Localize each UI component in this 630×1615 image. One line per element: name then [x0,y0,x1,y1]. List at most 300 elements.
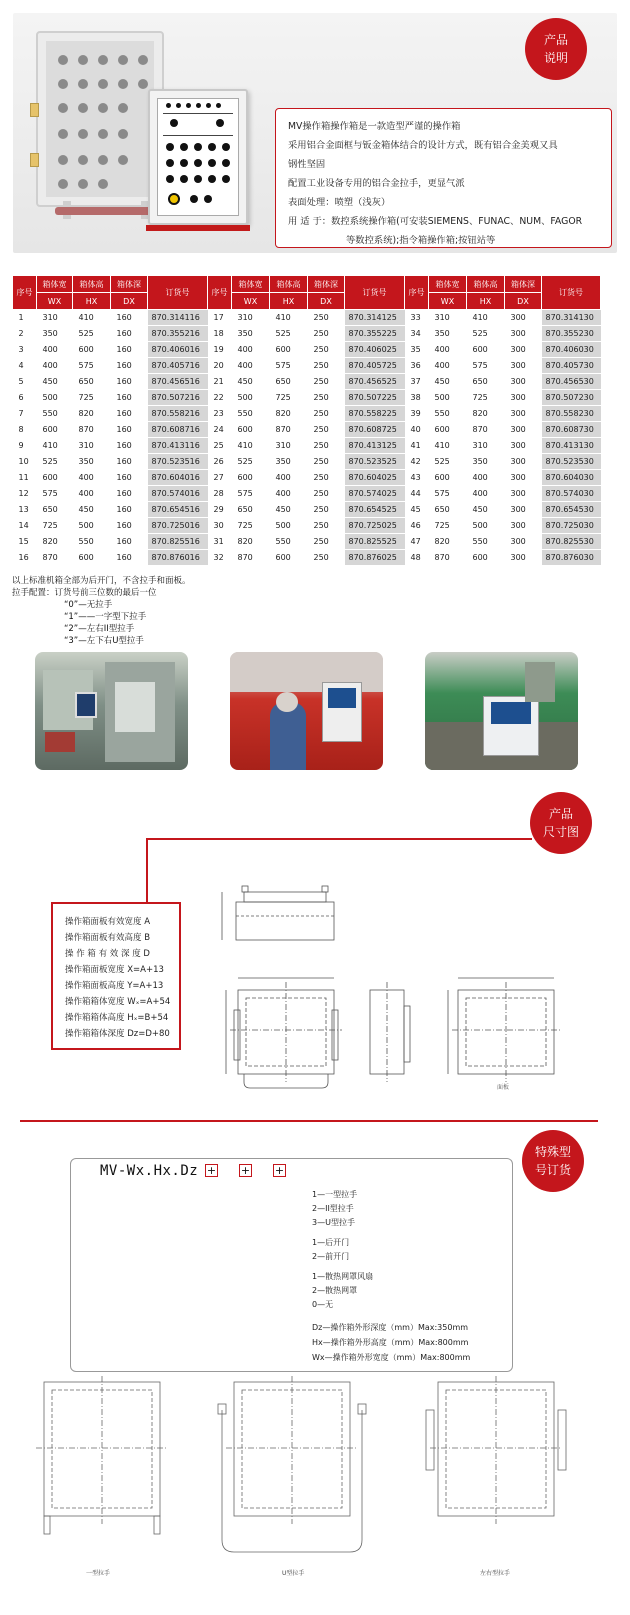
table-cell: 820 [429,534,467,550]
table-cell: 40 [405,422,429,438]
table-cell: 2 [13,326,37,342]
table-cell: 450 [270,502,308,518]
table-cell: 9 [13,438,37,454]
table-cell: 300 [505,326,542,342]
application-photo-3 [425,652,578,770]
table-subheader-row [13,293,601,310]
table-cell: 310 [270,438,308,454]
table-cell: 35 [405,342,429,358]
table-cell: 450 [73,502,111,518]
order-number-cell: 870.405716 [148,358,208,374]
table-row [13,470,601,486]
desc-line: 采用铝合金面框与钣金箱体结合的设计方式，既有铝合金美观又具 [288,140,558,151]
table-cell: 300 [505,486,542,502]
table-cell: 820 [37,534,73,550]
cabinet-handle [55,207,155,215]
table-cell: 32 [208,550,232,566]
table-cell: 575 [429,486,467,502]
table-cell: 17 [208,310,232,326]
plus-box: + [274,1164,285,1177]
table-cell: 600 [73,550,111,566]
table-cell: 450 [429,374,467,390]
dimension-legend [51,902,181,1050]
model-code: MV-Wx.Hx.Dz [100,1163,199,1179]
table-cell: 550 [467,534,505,550]
table-cell: 650 [270,374,308,390]
size-options: Dz—操作箱外形深度（mm）Max:350mm Hx—操作箱外形高度（mm）Max:800mm Wx—操作箱外形宽度（mm）Max:800mm [312,1323,471,1362]
table-subheader-cell: WX [37,293,73,310]
table-cell: 34 [405,326,429,342]
table-cell: 160 [111,374,148,390]
application-photo-2 [230,652,383,770]
table-cell: 650 [73,374,111,390]
handle-option: “0”—无拉手 [64,600,113,610]
door-options: 1—后开门 2—前开门 [312,1238,350,1261]
table-cell: 41 [405,438,429,454]
desc-line: 表面处理：喷塑（浅灰） [288,197,391,208]
table-cell: 525 [270,326,308,342]
note-line: 拉手配置：订货号前三位数的最后一位 [12,588,157,598]
plus-box: + [206,1164,217,1177]
desc-line: 等数控系统);指令箱操作箱;按钮站等 [346,235,496,246]
table-cell: 500 [37,390,73,406]
table-cell: 29 [208,502,232,518]
table-header-cell: 序号 [208,276,232,310]
order-number-cell: 870.413125 [345,438,405,454]
table-cell: 820 [270,406,308,422]
table-cell: 410 [270,310,308,326]
handle-caption-2: U型拉手 [282,1570,305,1577]
table-cell: 33 [405,310,429,326]
legend-line: 操作箱箱体高度 Hₓ=B+54 [65,1013,169,1023]
order-number-cell: 870.406030 [542,342,601,358]
order-number-cell: 870.355225 [345,326,405,342]
order-number-cell: 870.507225 [345,390,405,406]
table-cell: 550 [270,534,308,550]
table-cell: 870 [73,422,111,438]
table-cell: 11 [13,470,37,486]
table-cell: 160 [111,486,148,502]
handle-caption-1: 一型拉手 [86,1570,111,1577]
table-cell: 30 [208,518,232,534]
table-cell: 160 [111,470,148,486]
table-cell: 550 [232,406,270,422]
table-row [13,390,601,406]
table-row [13,374,601,390]
table-cell: 500 [270,518,308,534]
table-cell: 500 [232,390,270,406]
order-number-cell: 870.574016 [148,486,208,502]
table-cell: 300 [505,454,542,470]
table-cell: 300 [505,518,542,534]
table-cell: 1 [13,310,37,326]
table-notes [12,575,191,647]
table-cell: 450 [232,374,270,390]
table-cell: 250 [308,438,345,454]
table-cell: 350 [467,454,505,470]
table-cell: 250 [308,454,345,470]
order-number-cell: 870.405730 [542,358,601,374]
table-cell: 350 [232,326,270,342]
table-cell: 870 [467,422,505,438]
handle-option: “2”—左右II型拉手 [64,624,135,634]
order-number-cell: 870.654525 [345,502,405,518]
table-cell: 350 [73,454,111,470]
note-line: 以上标准机箱全部为后开门，不含拉手和面板。 [12,576,191,586]
order-number-cell: 870.413116 [148,438,208,454]
table-cell: 550 [429,406,467,422]
desc-line: 配置工业设备专用的铝合金拉手，更显气派 [288,178,465,189]
order-number-cell: 870.876025 [345,550,405,566]
order-number-cell: 870.507230 [542,390,601,406]
table-cell: 870 [429,550,467,566]
table-cell: 24 [208,422,232,438]
table-cell: 23 [208,406,232,422]
table-cell: 525 [467,326,505,342]
table-cell: 870 [37,550,73,566]
table-cell: 160 [111,342,148,358]
order-number-cell: 870.725016 [148,518,208,534]
table-cell: 42 [405,454,429,470]
table-cell: 3 [13,342,37,358]
legend-line: 操作箱箱体宽度 Wₓ=A+54 [65,997,171,1007]
table-cell: 725 [429,518,467,534]
table-cell: 300 [505,358,542,374]
table-subheader-cell: DX [505,293,542,310]
order-number-cell: 870.507216 [148,390,208,406]
plus-box: + [240,1164,251,1177]
table-header-cell: 箱体宽 [429,276,467,293]
table-cell: 47 [405,534,429,550]
table-cell: 21 [208,374,232,390]
table-cell: 350 [270,454,308,470]
table-cell: 160 [111,534,148,550]
table-header-cell: 序号 [405,276,429,310]
table-cell: 400 [232,342,270,358]
table-cell: 4 [13,358,37,374]
table-cell: 160 [111,310,148,326]
table-cell: 410 [37,438,73,454]
order-number-cell: 870.406025 [345,342,405,358]
table-cell: 450 [37,374,73,390]
table-cell: 19 [208,342,232,358]
table-header-cell: 箱体高 [270,276,308,293]
table-cell: 250 [308,518,345,534]
order-number-cell: 870.825525 [345,534,405,550]
table-cell: 650 [232,502,270,518]
table-cell: 27 [208,470,232,486]
table-cell: 870 [270,422,308,438]
table-cell: 525 [232,454,270,470]
legend-line: 操 作 箱 有 效 深 度 D [65,949,150,959]
order-number-cell: 870.523525 [345,454,405,470]
special-order-badge: 特殊型 号订货 [522,1130,584,1192]
table-cell: 600 [73,342,111,358]
table-cell: 410 [429,438,467,454]
order-number-cell: 870.523530 [542,454,601,470]
table-subheader-cell: DX [308,293,345,310]
table-cell: 36 [405,358,429,374]
desc-line: 钢性坚固 [288,159,326,170]
table-cell: 600 [37,470,73,486]
table-row [13,422,601,438]
table-subheader-cell: HX [270,293,308,310]
table-cell: 160 [111,438,148,454]
table-cell: 22 [208,390,232,406]
table-row [13,358,601,374]
order-number-cell: 870.876030 [542,550,601,566]
table-cell: 160 [111,422,148,438]
table-header-cell: 箱体深 [505,276,542,293]
table-header-cell: 箱体高 [73,276,111,293]
table-row [13,550,601,566]
table-cell: 400 [232,358,270,374]
table-cell: 300 [505,550,542,566]
handle-caption-3: 左右型拉手 [480,1570,511,1577]
table-cell: 160 [111,518,148,534]
handle-options: 1—一型拉手 2—II型拉手 3—U型拉手 [312,1190,358,1227]
table-cell: 250 [308,550,345,566]
order-number-cell: 870.558225 [345,406,405,422]
table-cell: 300 [505,406,542,422]
table-row [13,406,601,422]
order-number-cell: 870.558230 [542,406,601,422]
table-row [13,518,601,534]
order-number-cell: 870.405725 [345,358,405,374]
table-cell: 26 [208,454,232,470]
table-cell: 725 [467,390,505,406]
order-number-cell: 870.523516 [148,454,208,470]
table-cell: 7 [13,406,37,422]
order-number-cell: 870.725025 [345,518,405,534]
table-cell: 400 [467,470,505,486]
table-cell: 160 [111,550,148,566]
table-cell: 8 [13,422,37,438]
table-cell: 13 [13,502,37,518]
table-row [13,326,601,342]
table-cell: 300 [505,374,542,390]
table-cell: 600 [429,470,467,486]
order-number-cell: 870.355216 [148,326,208,342]
table-header-cell: 订货号 [542,276,601,310]
table-cell: 250 [308,374,345,390]
order-number-cell: 870.825516 [148,534,208,550]
table-cell: 160 [111,406,148,422]
table-cell: 400 [429,342,467,358]
order-number-cell: 870.654530 [542,502,601,518]
table-cell: 160 [111,454,148,470]
table-cell: 38 [405,390,429,406]
table-header-cell: 箱体高 [467,276,505,293]
table-cell: 725 [232,518,270,534]
table-cell: 250 [308,390,345,406]
order-number-cell: 870.574025 [345,486,405,502]
order-number-cell: 870.725030 [542,518,601,534]
table-cell: 300 [505,390,542,406]
table-cell: 37 [405,374,429,390]
table-cell: 250 [308,326,345,342]
cooling-options: 1—散热网罩风扇 2—散热网罩 0—无 [312,1272,374,1309]
table-cell: 310 [73,438,111,454]
table-cell: 250 [308,342,345,358]
table-cell: 10 [13,454,37,470]
cabinet-base [146,225,250,231]
table-cell: 575 [37,486,73,502]
table-cell: 250 [308,486,345,502]
table-cell: 250 [308,534,345,550]
table-header-cell: 订货号 [148,276,208,310]
table-cell: 160 [111,358,148,374]
cabinet-large-image [36,31,164,207]
table-cell: 39 [405,406,429,422]
order-number-cell: 870.876016 [148,550,208,566]
table-cell: 300 [505,534,542,550]
table-header-cell: 序号 [13,276,37,310]
table-subheader-cell: HX [467,293,505,310]
table-header-cell: 箱体宽 [232,276,270,293]
table-cell: 310 [429,310,467,326]
table-cell: 250 [308,406,345,422]
table-cell: 310 [37,310,73,326]
order-number-cell: 870.355230 [542,326,601,342]
table-cell: 600 [270,342,308,358]
table-cell: 600 [232,470,270,486]
order-number-cell: 870.406016 [148,342,208,358]
table-cell: 500 [467,518,505,534]
table-row [13,310,601,326]
product-info-badge: 产品 说明 [525,18,587,80]
table-cell: 650 [429,502,467,518]
table-cell: 300 [505,438,542,454]
table-cell: 500 [73,518,111,534]
table-header-cell: 订货号 [345,276,405,310]
table-cell: 400 [467,486,505,502]
table-row [13,454,601,470]
table-cell: 650 [37,502,73,518]
table-cell: 725 [73,390,111,406]
order-number-cell: 870.604030 [542,470,601,486]
legend-line: 操作箱面板宽度 X=A+13 [65,965,164,975]
table-cell: 410 [232,438,270,454]
table-cell: 410 [467,310,505,326]
table-cell: 16 [13,550,37,566]
legend-line: 操作箱面板有效高度 B [65,933,151,943]
table-cell: 250 [308,422,345,438]
table-subheader-cell: HX [73,293,111,310]
table-cell: 725 [270,390,308,406]
table-cell: 400 [37,342,73,358]
table-cell: 14 [13,518,37,534]
table-cell: 650 [467,374,505,390]
order-number-cell: 870.413130 [542,438,601,454]
table-cell: 250 [308,502,345,518]
table-cell: 450 [467,502,505,518]
table-cell: 28 [208,486,232,502]
table-cell: 575 [467,358,505,374]
table-cell: 44 [405,486,429,502]
table-cell: 600 [467,550,505,566]
table-row [13,438,601,454]
order-number-cell: 870.608730 [542,422,601,438]
order-number-cell: 870.314116 [148,310,208,326]
order-number-cell: 870.604025 [345,470,405,486]
table-cell: 575 [232,486,270,502]
table-cell: 350 [429,326,467,342]
table-row [13,486,601,502]
table-cell: 820 [73,406,111,422]
order-number-cell: 870.825530 [542,534,601,550]
table-cell: 550 [37,406,73,422]
table-cell: 46 [405,518,429,534]
table-header-cell: 箱体深 [111,276,148,293]
legend-line: 操作箱面板有效宽度 A [65,917,151,927]
table-cell: 400 [270,470,308,486]
table-cell: 25 [208,438,232,454]
order-number-cell: 870.608725 [345,422,405,438]
table-cell: 400 [73,470,111,486]
table-cell: 300 [505,470,542,486]
table-cell: 48 [405,550,429,566]
desc-line: MV操作箱操作箱是一款造型严谨的操作箱 [288,121,461,132]
table-cell: 400 [429,358,467,374]
cabinet-small-image [148,89,248,225]
table-cell: 31 [208,534,232,550]
order-number-cell: 870.456525 [345,374,405,390]
desc-line: 用 适 于：数控系统操作箱(可安装SIEMENS、FUNAC、NUM、FAGOR [288,216,583,227]
order-number-cell: 870.314130 [542,310,601,326]
table-cell: 250 [308,358,345,374]
table-subheader-cell: WX [429,293,467,310]
table-row [13,534,601,550]
table-cell: 300 [505,502,542,518]
order-number-cell: 870.608716 [148,422,208,438]
table-cell: 575 [270,358,308,374]
table-cell: 600 [37,422,73,438]
table-cell: 250 [308,310,345,326]
application-photo-1 [35,652,188,770]
table-cell: 160 [111,390,148,406]
table-cell: 300 [505,310,542,326]
table-header-cell: 箱体深 [308,276,345,293]
table-cell: 820 [232,534,270,550]
table-cell: 250 [308,470,345,486]
table-cell: 15 [13,534,37,550]
table-header-cell: 箱体宽 [37,276,73,293]
table-cell: 5 [13,374,37,390]
table-cell: 160 [111,326,148,342]
table-cell: 300 [505,342,542,358]
legend-line: 操作箱面板高度 Y=A+13 [65,981,164,991]
order-number-cell: 870.574030 [542,486,601,502]
order-number-cell: 870.314125 [345,310,405,326]
table-cell: 600 [232,422,270,438]
table-cell: 300 [505,422,542,438]
table-cell: 350 [37,326,73,342]
table-row [13,342,601,358]
legend-line: 操作箱箱体深度 Dz=D+80 [65,1029,170,1039]
table-cell: 12 [13,486,37,502]
table-cell: 6 [13,390,37,406]
table-cell: 43 [405,470,429,486]
table-cell: 400 [37,358,73,374]
table-cell: 18 [208,326,232,342]
handle-option: “3”—左下右U型拉手 [64,636,144,646]
table-cell: 310 [467,438,505,454]
table-header-row [13,276,601,293]
product-description [275,108,612,248]
spec-table [12,275,601,566]
table-cell: 45 [405,502,429,518]
